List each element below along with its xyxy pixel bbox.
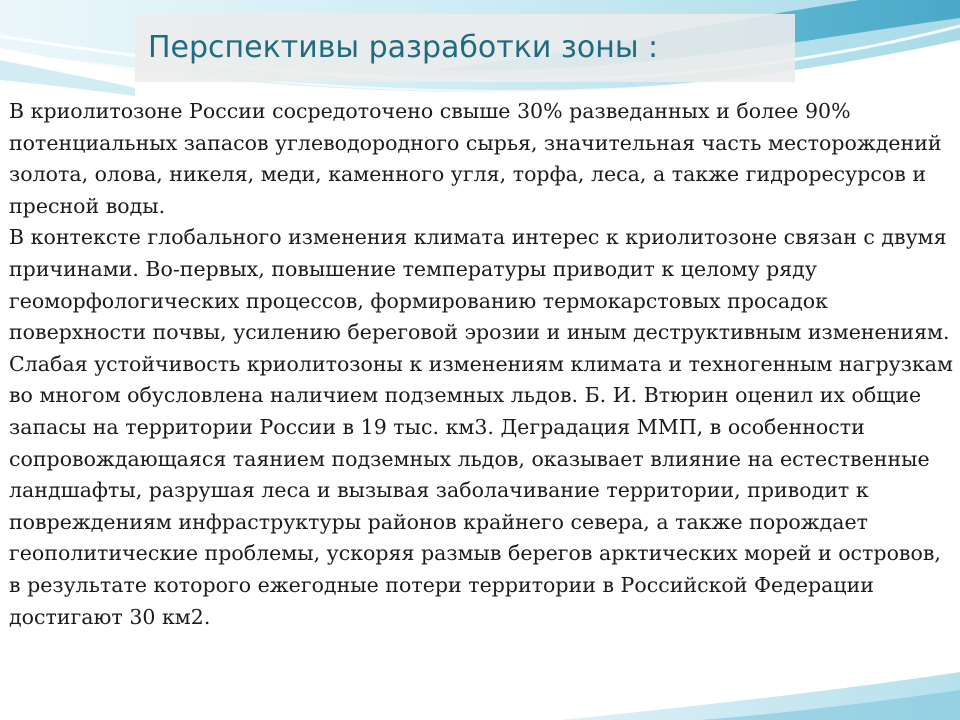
- slide-body: [9, 96, 955, 633]
- slide-title: Перспективы разработки зоны :: [148, 30, 659, 65]
- body-paragraph: В криолитозоне России сосредоточено свыше 30% разведанных и более 90% потенциальных запасов углеводородного сырья, значительная часть месторождений золота, олова, никеля, меди, каменного угля, торфа, леса, а также гидроресурсов и пресной воды.: [9, 99, 942, 218]
- body-paragraph: В контексте глобального изменения климата интерес к криолитозоне связан с двумя причинами. Во-первых, повышение температуры приводит к целому ряду геоморфологических процессов, формированию термокарстовых просадок поверхности почвы, усилению береговой эрозии и иным деструктивным изменениям. Слабая устойчивость криолитозоны к изменениям климата и техногенным нагрузкам во многом обусловлена наличием подземных льдов. Б. И. Втюрин оценил их общие запасы на территории России в 19 тыс. км3. Деградация ММП, в особенности сопровождающаяся таянием подземных льдов, оказывает влияние на естественные ландшафты, разрушая леса и вызывая заболачивание территории, приводит к повреждениям инфраструктуры районов крайнего севера, а также порождает геополитические проблемы, ускоряя размыв берегов арктических морей и островов, в результате которого ежегодные потери территории в Российской Федерации достигают 30 км2.: [9, 225, 953, 629]
